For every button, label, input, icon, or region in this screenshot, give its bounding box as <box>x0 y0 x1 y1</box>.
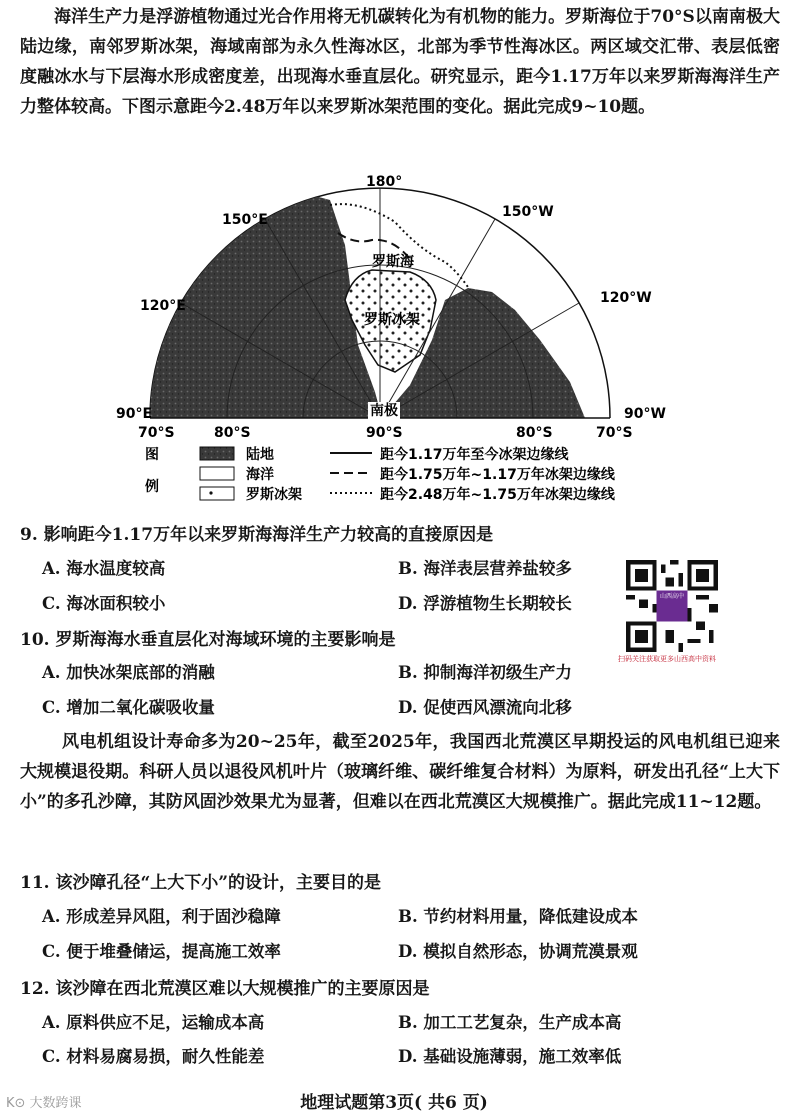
lat-label-70s-right: 70°S <box>596 425 633 441</box>
legend-line-2: 距今1.75万年~1.17万年冰架边缘线 <box>380 467 615 483</box>
q11-option-a[interactable]: A. 形成差异风阻，利于固沙稳障 <box>42 907 281 926</box>
legend-shelf: 罗斯冰架 <box>246 487 302 503</box>
lat-label-80s-right: 80°S <box>516 425 553 441</box>
q10-option-c[interactable]: C. 增加二氧化碳吸收量 <box>42 698 215 717</box>
page-footer: 地理试题第3页( 共6 页) <box>300 1093 488 1113</box>
q10-option-d[interactable]: D. 促使西风漂流向北移 <box>398 698 572 717</box>
q11-option-c[interactable]: C. 便于堆叠储运，提高施工效率 <box>42 942 281 961</box>
question-9-stem: 9. 影响距今1.17万年以来罗斯海海洋生产力较高的直接原因是 <box>20 525 494 545</box>
legend-land: 陆地 <box>246 447 274 463</box>
ross-sea-label: 罗斯海 <box>372 254 414 270</box>
legend-title-2: 例 <box>145 479 159 495</box>
q12-option-c[interactable]: C. 材料易腐易损，耐久性能差 <box>42 1047 265 1066</box>
lon-label-120w: 120°W <box>600 290 652 306</box>
q10-option-b[interactable]: B. 抑制海洋初级生产力 <box>398 663 572 682</box>
q9-option-a[interactable]: A. 海水温度较高 <box>42 559 166 578</box>
map-legend <box>145 446 616 503</box>
lon-label-180: 180° <box>366 174 403 190</box>
qr-caption: 扫码关注获取更多山西高中资料 <box>618 655 716 663</box>
q10-option-a[interactable]: A. 加快冰架底部的消融 <box>42 663 215 682</box>
ross-ice-shelf-label: 罗斯冰架 <box>364 312 420 328</box>
question-12-stem: 12. 该沙障在西北荒漠区难以大规模推广的主要原因是 <box>20 979 430 999</box>
lon-label-150w: 150°W <box>502 204 554 220</box>
q12-option-b[interactable]: B. 加工工艺复杂，生产成本高 <box>398 1013 622 1032</box>
intro-paragraph-2: 风电机组设计寿命多为20~25年，截至2025年，我国西北荒漠区早期投运的风电机组已迎来大规模退役期。科研人员以退役风机叶片（玻璃纤维、碳纤维复合材料）为原料，研发出孔径“上大下小”的多孔沙障，其防风固沙效果尤为显著，但难以在西北荒漠区大规模推广。据此完成11~12题。 <box>20 732 780 812</box>
q12-option-a[interactable]: A. 原料供应不足，运输成本高 <box>42 1013 265 1032</box>
legend-title-1: 图 <box>145 447 159 463</box>
legend-sea: 海洋 <box>246 467 274 483</box>
question-11-stem: 11. 该沙障孔径“上大下小”的设计，主要目的是 <box>20 873 382 893</box>
qr-badge: 山西高中 <box>659 593 684 600</box>
intro-paragraph-1: 海洋生产力是浮游植物通过光合作用将无机碳转化为有机物的能力。罗斯海位于70°S以南南极大陆边缘，南邻罗斯冰架，海域南部为永久性海冰区，北部为季节性海冰区。两区域交汇带、表层低密度融冰水与下层海水形成密度差，出现海水垂直层化。研究显示，距今1.17万年以来罗斯海海洋生产力整体较高。下图示意距今2.48万年以来罗斯冰架范围的变化。据此完成9~10题。 <box>20 7 780 117</box>
q11-option-b[interactable]: B. 节约材料用量，降低建设成本 <box>398 907 638 926</box>
legend-line-1: 距今1.17万年至今冰架边缘线 <box>380 447 569 463</box>
legend-shelf-swatch <box>200 487 234 500</box>
legend-line-3: 距今2.48万年~1.75万年冰架边缘线 <box>380 487 615 503</box>
lon-label-90w: 90°W <box>624 406 666 422</box>
lat-label-70s-left: 70°S <box>138 425 175 441</box>
lat-label-80s-left: 80°S <box>214 425 251 441</box>
q9-option-b[interactable]: B. 海洋表层营养盐较多 <box>398 559 572 578</box>
q12-option-d[interactable]: D. 基础设施薄弱，施工效率低 <box>398 1047 622 1066</box>
legend-land-swatch <box>200 447 234 460</box>
q9-option-d[interactable]: D. 浮游植物生长期较长 <box>398 594 572 613</box>
lat-label-90s: 90°S <box>366 425 403 441</box>
ross-ice-shelf-map <box>0 0 788 510</box>
q9-option-c[interactable]: C. 海冰面积较小 <box>42 594 166 613</box>
question-10-stem: 10. 罗斯海海水垂直层化对海域环境的主要影响是 <box>20 630 396 650</box>
lon-label-150e: 150°E <box>222 212 268 228</box>
lon-label-90e: 90°E <box>116 406 153 422</box>
lon-label-120e: 120°E <box>140 298 186 314</box>
q11-option-d[interactable]: D. 模拟自然形态，协调荒漠景观 <box>398 942 638 961</box>
legend-sea-swatch <box>200 467 234 480</box>
qr-code[interactable] <box>626 560 718 652</box>
watermark: K⊙ 大数跨课 <box>6 1096 82 1111</box>
south-pole-label: 南极 <box>370 403 398 419</box>
